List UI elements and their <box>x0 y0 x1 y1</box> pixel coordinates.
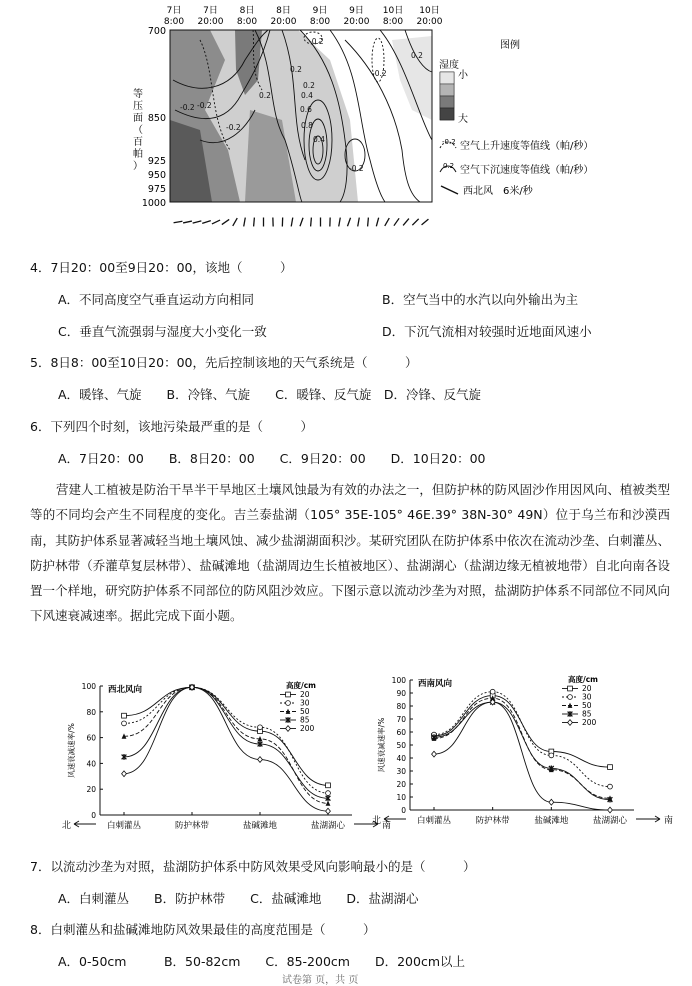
y-axis-title: 风速衰减速率/% <box>66 723 76 778</box>
wind-arrow <box>403 219 409 226</box>
pressure-tick-label: 950 <box>148 170 166 181</box>
data-point <box>432 751 437 757</box>
time-label-day: 10日 <box>419 5 439 16</box>
wind-arrow <box>183 221 192 223</box>
y-tick-label: 80 <box>396 702 406 711</box>
wind-arrow <box>385 218 390 226</box>
rising-legend-label: 空气上升速度等值线（帕/秒） <box>460 139 593 152</box>
south-label: 南 <box>664 814 673 826</box>
series-line <box>124 687 328 811</box>
time-label-day: 7日 <box>167 5 182 16</box>
y-tick-label: 40 <box>396 754 406 763</box>
y-tick-label: 60 <box>396 728 406 737</box>
humidity-large-label: 大 <box>458 112 468 125</box>
data-point <box>568 686 573 691</box>
q7-options: A．白刺灌丛 B．防护林带 C．盐碱滩地 D．盐湖湖心 <box>58 889 418 907</box>
vertical-motion-humidity-figure <box>0 0 692 240</box>
contour-label: 0.4 <box>301 91 313 100</box>
data-point <box>122 721 127 726</box>
wind-arrow <box>412 219 418 225</box>
wind-speed-attenuation-charts <box>0 668 692 838</box>
data-point <box>549 799 554 805</box>
q4-option-a: A．不同高度空气垂直运动方向相同 <box>58 290 254 308</box>
y-tick-label: 0 <box>401 806 406 815</box>
data-point <box>286 726 291 732</box>
wind-arrow <box>358 218 360 227</box>
humidity-label: 湿度 <box>439 58 459 71</box>
wind-arrow <box>233 218 238 226</box>
x-tick-label: 盐碱滩地 <box>243 820 278 831</box>
y-tick-label: 0 <box>91 811 96 820</box>
wind-arrow <box>244 218 246 227</box>
pressure-axis-title-char: 百 <box>133 136 143 148</box>
time-label-hour: 8:00 <box>383 17 403 27</box>
chart-title: 西北风向 <box>108 684 143 695</box>
data-point <box>326 800 331 805</box>
figure-legend <box>439 38 593 197</box>
contour-label: 0.4 <box>313 135 325 144</box>
q4-option-d: D．下沉气流相对较强时近地面风速小 <box>382 322 592 340</box>
contour-label: -0.2 <box>197 101 212 110</box>
pressure-axis-title-char: 面 <box>133 112 143 124</box>
time-label-hour: 20:00 <box>417 17 443 27</box>
pressure-axis-title-char: 等 <box>133 87 143 100</box>
contour-label: 0.8 <box>301 121 313 130</box>
x-tick-label: 盐湖湖心 <box>593 815 628 826</box>
wind-arrow <box>291 218 293 227</box>
humidity-small-label: 小 <box>458 68 469 81</box>
data-point <box>608 765 613 770</box>
data-point <box>122 771 127 777</box>
wind-legend-arrow <box>441 186 458 194</box>
time-label-day: 9日 <box>313 5 328 16</box>
question-7-stem: 7．以流动沙垄为对照，盐湖防护体系中防风效果受风向影响最小的是（ ） <box>30 857 475 875</box>
wind-arrow <box>394 218 399 225</box>
y-tick-label: 70 <box>396 715 406 724</box>
time-label-hour: 8:00 <box>310 17 330 27</box>
contour-label: 0.6 <box>300 105 312 114</box>
rising-value: -0.2 <box>442 138 456 146</box>
reading-passage <box>30 477 670 629</box>
y-tick-label: 20 <box>396 780 406 789</box>
pressure-tick-label: 700 <box>148 26 166 37</box>
north-arrow <box>384 816 406 822</box>
wind-arrow <box>174 221 183 223</box>
wind-arrow <box>368 218 369 227</box>
wind-arrow <box>422 219 429 225</box>
line-chart-northwest <box>62 680 391 831</box>
time-label-day: 9日 <box>349 5 364 16</box>
data-point <box>549 753 554 758</box>
page-footer: 试卷第 页，共 页 <box>282 971 358 986</box>
legend-title: 高度/cm <box>286 680 316 690</box>
north-label: 北 <box>62 819 71 831</box>
q4-option-c: C．垂直气流强弱与湿度大小变化一致 <box>58 322 267 340</box>
wind-arrow <box>202 221 211 224</box>
y-tick-label: 100 <box>392 676 407 685</box>
legend-label: 50 <box>300 707 310 716</box>
pressure-axis-title-char: 帕 <box>133 147 143 160</box>
wind-arrow <box>339 218 341 227</box>
x-tick-label: 白刺灌丛 <box>107 820 142 831</box>
legend-label: 200 <box>582 718 597 727</box>
legend-title: 图例 <box>500 38 520 51</box>
south-arrow <box>636 816 660 822</box>
contour-label: 0.2 <box>259 91 271 100</box>
q6-options: A．7日20：00 B．8日20：00 C．9日20：00 D．10日20：00 <box>58 449 486 467</box>
contour-label: 0.2 <box>303 81 315 90</box>
contour-label: -0.2 <box>180 103 195 112</box>
x-tick-label: 盐碱滩地 <box>534 815 569 826</box>
time-label-day: 7日 <box>203 5 218 16</box>
legend-label: 30 <box>300 699 310 708</box>
question-5-stem: 5．8日8：00至10日20：00，先后控制该地的天气系统是（ ） <box>30 353 417 371</box>
sinking-legend-label: 空气下沉速度等值线（帕/秒） <box>460 163 593 176</box>
chart-title: 西南风向 <box>418 678 453 689</box>
question-4-stem: 4．7日20：00至9日20：00，该地（ ） <box>30 258 292 276</box>
time-label-day: 8日 <box>276 5 291 16</box>
data-point <box>568 720 573 726</box>
y-tick-label: 50 <box>396 741 406 750</box>
data-point <box>258 725 263 730</box>
contour-label: -0.2 <box>309 37 324 46</box>
time-label-hour: 20:00 <box>198 17 224 27</box>
legend-label: 85 <box>300 716 310 725</box>
data-point <box>258 757 263 763</box>
legend-label: 20 <box>582 684 592 693</box>
pressure-tick-label: 925 <box>148 156 166 167</box>
wind-legend-label: 西北风 6米/秒 <box>463 184 534 197</box>
contour-label: -0.2 <box>349 164 364 173</box>
pressure-axis-title-char: 压 <box>133 100 143 112</box>
time-label-hour: 8:00 <box>164 17 184 27</box>
legend-label: 30 <box>582 693 592 702</box>
pressure-axis-title <box>133 87 143 172</box>
data-point <box>326 783 331 788</box>
contour-label: -0.2 <box>226 123 241 132</box>
data-point <box>608 807 613 813</box>
x-tick-label: 白刺灌丛 <box>417 815 452 826</box>
wind-arrow <box>311 218 312 227</box>
question-8-stem: 8．白刺灌丛和盐碱滩地防风效果最佳的高度范围是（ ） <box>30 920 375 938</box>
wind-arrow <box>376 218 378 227</box>
series-line <box>124 687 328 785</box>
y-tick-label: 60 <box>86 734 96 743</box>
y-axis-title: 风速衰减速率/% <box>376 718 386 773</box>
q8-options: A．0-50cm B．50-82cm C．85-200cm D．200cm以上 <box>58 952 465 970</box>
time-label-day: 10日 <box>383 5 403 16</box>
contour-label: 0.2 <box>290 65 302 74</box>
pressure-axis-title-char: （ <box>133 124 143 136</box>
q4-option-b: B．空气当中的水汽以向外输出为主 <box>382 290 578 308</box>
data-point <box>568 695 573 700</box>
wind-arrows <box>174 218 429 227</box>
wind-arrow <box>254 218 255 227</box>
wind-arrow <box>193 221 202 223</box>
data-point <box>286 692 291 697</box>
legend-label: 85 <box>582 710 592 719</box>
north-label: 北 <box>372 814 381 826</box>
y-tick-label: 20 <box>86 785 96 794</box>
pressure-tick-label: 975 <box>148 184 166 195</box>
question-6-stem: 6．下列四个时刻，该地污染最严重的是（ ） <box>30 417 313 435</box>
time-label-hour: 20:00 <box>344 17 370 27</box>
time-label-hour: 8:00 <box>237 17 257 27</box>
y-tick-label: 30 <box>396 767 406 776</box>
wind-arrow <box>347 218 350 226</box>
north-arrow <box>74 821 96 827</box>
time-label-day: 8日 <box>240 5 255 16</box>
contour-label: -0.2 <box>372 69 387 78</box>
time-axis-labels <box>164 5 443 27</box>
time-label-hour: 20:00 <box>271 17 297 27</box>
y-tick-label: 40 <box>86 759 96 768</box>
contour-label: 0.2 <box>411 51 423 60</box>
passage-paragraph: 营建人工植被是防治干旱半干旱地区土壤风蚀最为有效的办法之一，但防护林的防风固沙作用因风向、植被类型等的不同均会产生不同程度的变化。吉兰泰盐湖（105° 35E-105° 46E.39° 38N-30° 49N）位于乌兰布和沙漠西南，其防护体系显著减轻当地土壤风蚀、减少盐湖湖面积沙。某研究团队在防护体系中依次在流动沙垄、白刺灌丛、防护林带（乔灌草复层林带）、盐碱滩地（盐湖周边生长植被地区）、盐湖湖心（盐湖边缘无植被地带）自北向南各设置一个样地，研究防护体系不同部位的防风阻沙效应。下图示意以流动沙垄为对照，盐湖防护体系不同部位不同风向下风速衰减速率。据此完成下面小题。 <box>30 477 670 629</box>
wind-arrow <box>212 220 220 224</box>
line-chart-southwest <box>372 674 673 826</box>
data-point <box>608 784 613 789</box>
sinking-value: 0.2 <box>443 162 454 170</box>
data-point <box>326 791 331 796</box>
wind-arrow <box>300 218 303 226</box>
section-plot-area <box>170 30 432 202</box>
y-tick-label: 90 <box>396 689 406 698</box>
y-tick-label: 100 <box>82 682 97 691</box>
x-tick-label: 防护林带 <box>476 815 511 826</box>
y-tick-label: 10 <box>396 793 406 802</box>
y-tick-label: 80 <box>86 708 96 717</box>
data-point <box>286 701 291 706</box>
legend-label: 50 <box>582 701 592 710</box>
pressure-tick-label: 850 <box>148 113 166 124</box>
pressure-axis-title-char: ） <box>133 160 143 172</box>
wind-arrow <box>222 219 229 224</box>
x-tick-label: 盐湖湖心 <box>311 820 346 831</box>
south-label: 南 <box>382 819 391 831</box>
pressure-tick-label: 1000 <box>142 198 166 209</box>
legend-title: 高度/cm <box>568 674 598 684</box>
data-point <box>122 713 127 718</box>
legend-label: 200 <box>300 724 315 733</box>
legend-label: 20 <box>300 690 310 699</box>
x-tick-label: 防护林带 <box>175 820 210 831</box>
data-point <box>326 808 331 814</box>
pressure-ticks <box>142 26 166 209</box>
data-point <box>490 689 495 694</box>
q5-options: A．暖锋、气旋 B．冷锋、气旋 C．暖锋、反气旋 D．冷锋、反气旋 <box>58 385 481 403</box>
